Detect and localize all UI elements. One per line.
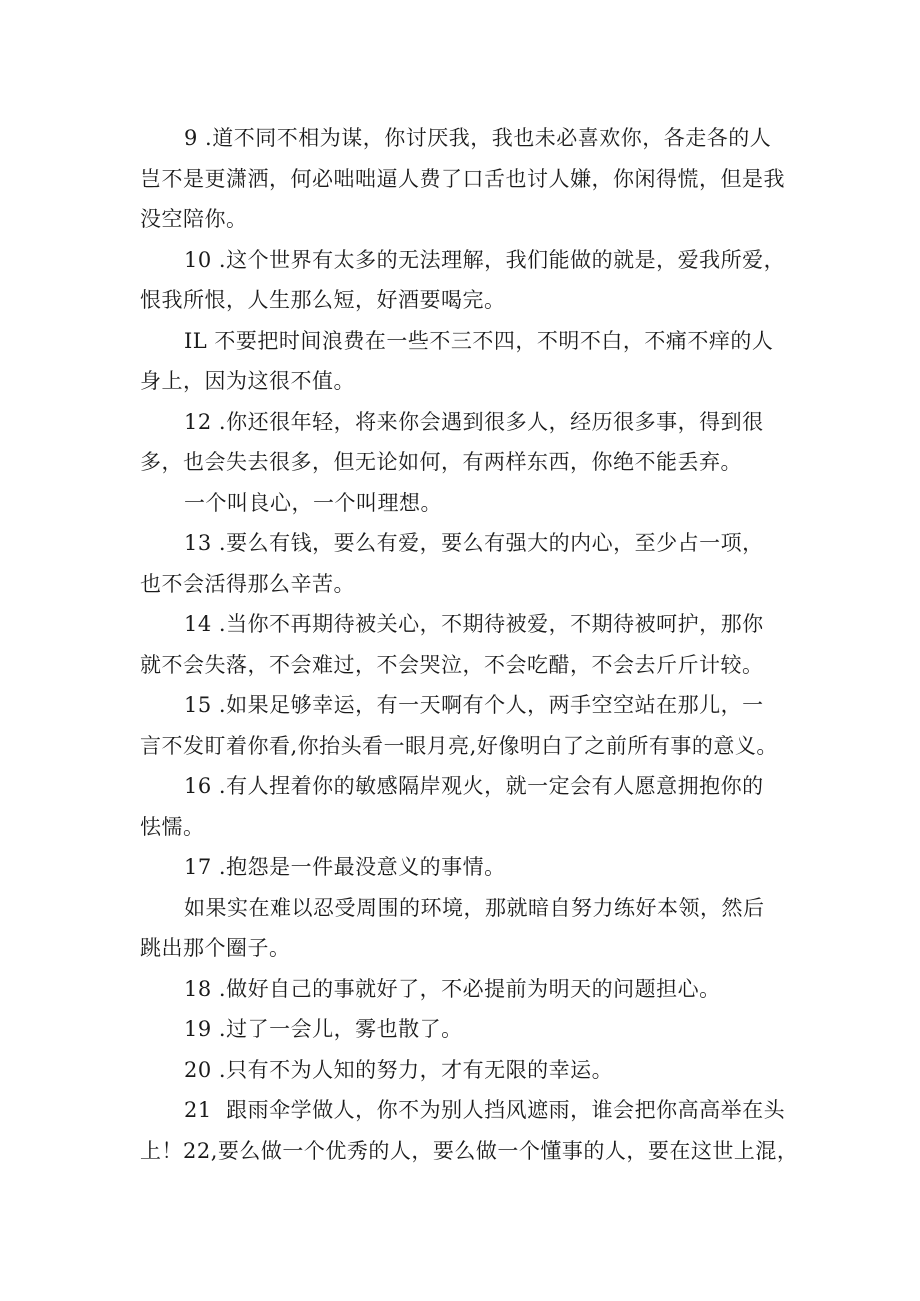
text-line: 跳出那个圈子。 [140, 936, 291, 960]
text-line: 10 .这个世界有太多的无法理解，我们能做的就是，爱我所爱， [184, 247, 786, 272]
text-line: 岂不是更潇洒，何必咄咄逼人费了口舌也讨人嫌，你闲得慌，但是我 [140, 166, 785, 191]
text-line: 上！22,要么做一个优秀的人，要么做一个懂事的人，要在这世上混， [140, 1138, 799, 1163]
text-line: 16 .有人捏着你的敏感隔岸观火，就一定会有人愿意拥抱你的 [184, 774, 764, 798]
document-body [140, 118, 799, 1171]
text-line: 一个叫良心，一个叫理想。 [184, 490, 442, 515]
text-line: 没空陪你。 [140, 207, 248, 231]
text-line: 就不会失落，不会难过，不会哭泣，不会吃醋，不会去斤斤计较。 [140, 652, 764, 677]
text-line: 19 .过了一会儿，雾也散了。 [184, 1017, 463, 1041]
text-line: 9 .道不同不相为谋，你讨厌我，我也未必喜欢你，各走各的人 [184, 126, 772, 150]
text-line: 18 .做好自己的事就好了，不必提前为明天的问题担心。 [184, 976, 721, 1001]
text-line: 13 .要么有钱，要么有爱，要么有强大的内心，至少占一项， [184, 531, 764, 555]
text-line: 15 .如果足够幸运，有一天啊有个人，两手空空站在那儿，一 [184, 693, 764, 717]
text-line: 20 .只有不为人知的努力，才有无限的幸运。 [184, 1057, 614, 1082]
text-line: 14 .当你不再期待被关心，不期待被爱，不期待被呵护，那你 [184, 612, 764, 636]
text-line: 也不会活得那么辛苦。 [140, 571, 355, 596]
text-line: 17 .抱怨是一件最没意义的事情。 [184, 855, 506, 879]
text-line: 12 .你还很年轻，将来你会遇到很多人，经历很多事，得到很 [184, 409, 764, 434]
text-line: 怯懦。 [140, 814, 205, 839]
text-line: 身上，因为这很不值。 [140, 369, 355, 393]
text-line: 恨我所恨，人生那么短，好酒要喝完。 [140, 288, 506, 312]
text-line: IL 不要把时间浪费在一些不三不四，不明不白，不痛不痒的人 [184, 328, 774, 353]
text-line: 言不发盯着你看,你抬头看一眼月亮,好像明白了之前所有事的意义。 [140, 733, 778, 758]
text-line: 多，也会失去很多，但无论如何，有两样东西，你绝不能丢弃。 [140, 450, 742, 474]
text-line: 21 跟雨伞学做人，你不为别人挡风遮雨，谁会把你高高举在头 [184, 1098, 786, 1122]
text-line: 如果实在难以忍受周围的环境，那就暗自努力练好本领，然后 [184, 895, 765, 920]
